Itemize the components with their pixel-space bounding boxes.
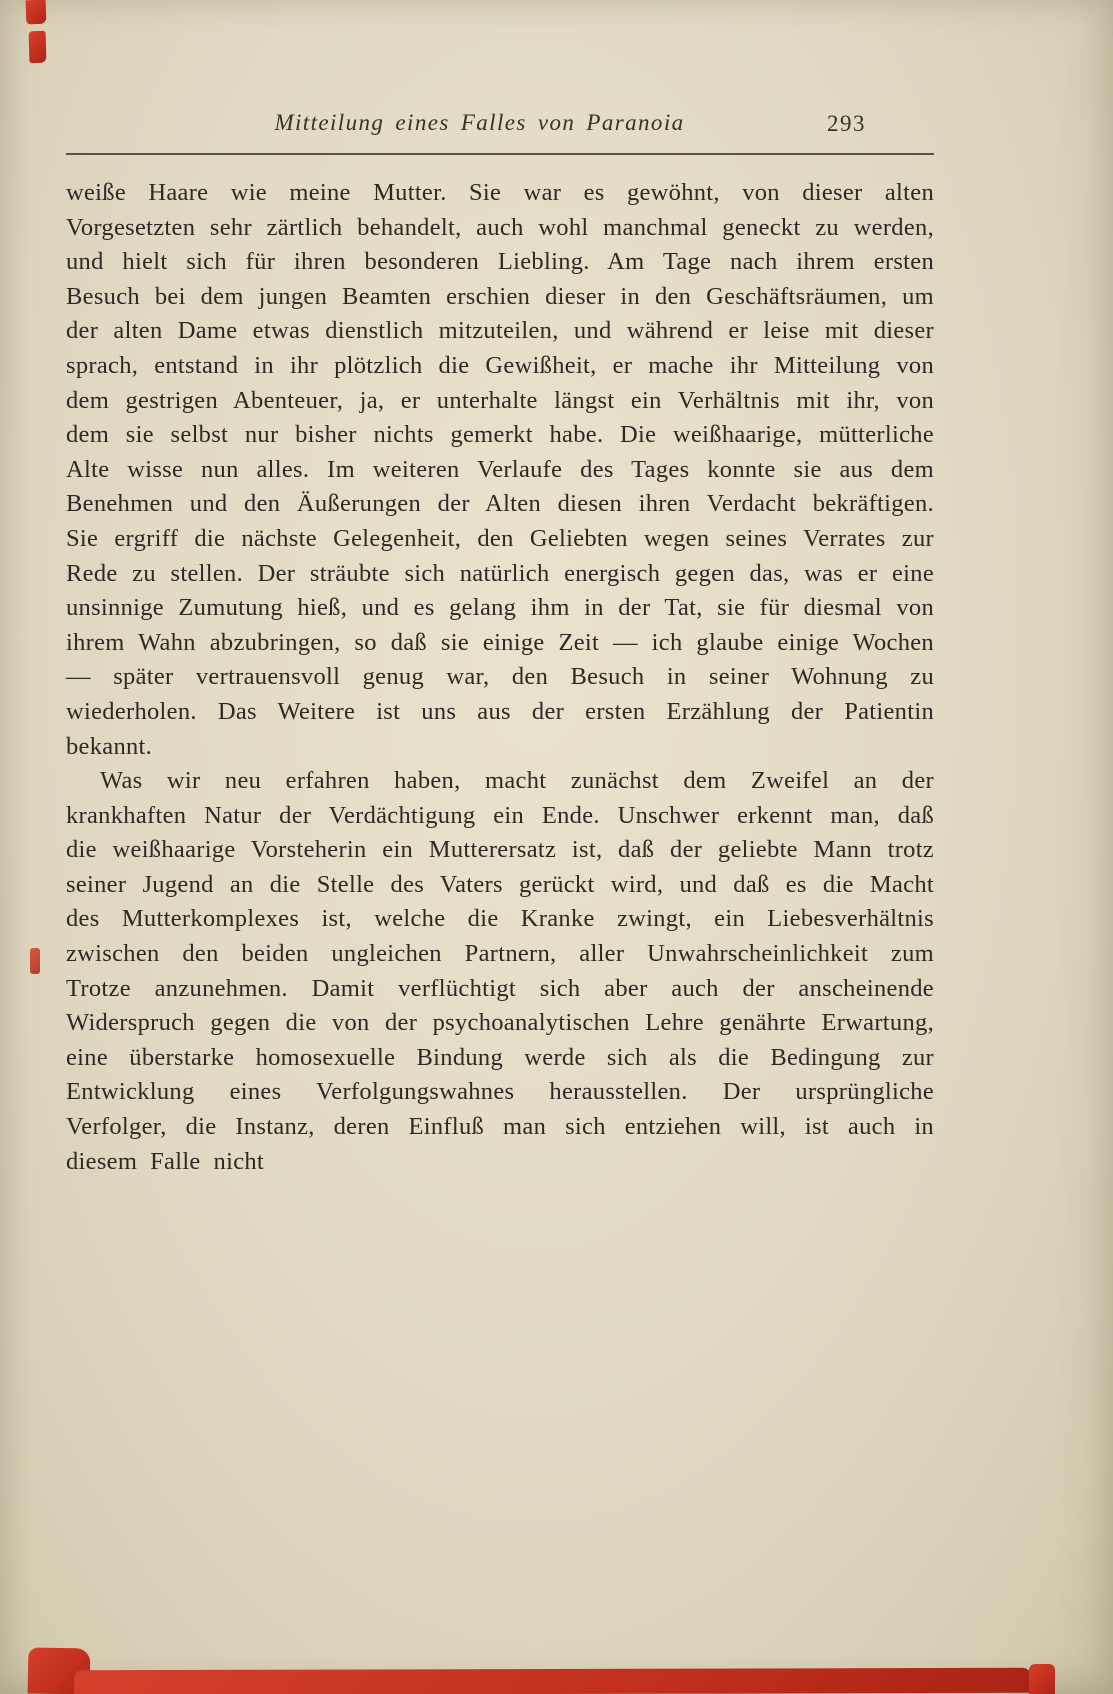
type-area	[66, 110, 934, 1179]
red-edge-stain-top-left-lower	[29, 31, 47, 63]
red-edge-stain-top-left-upper	[26, 0, 47, 24]
page-number: 293	[827, 111, 866, 136]
red-edge-stain-bottom-right	[1029, 1664, 1055, 1694]
body-text	[66, 176, 934, 1179]
paragraph-new: Was wir neu erfahren haben, macht zunächst dem Zweifel an der krankhaften Natur der Verdächtigung ein Ende. Unschwer erkennt man, daß die weißhaarige Vorsteherin ein Mutterersatz ist, daß der geliebte Mann trotz seiner Jugend an die Stelle des Vaters gerückt wird, und daß es die Macht des Mutterkomplexes ist, welche die Kranke zwingt, ein Liebesverhältnis zwischen den beiden ungleichen Partnern, aller Unwahrscheinlichkeit zum Trotze anzunehmen. Damit verflüchtigt sich aber auch der anscheinende Widerspruch gegen die von der psychoanalytischen Lehre genährte Erwartung, eine überstarke homosexuelle Bindung werde sich als die Bedingung zur Entwicklung eines Verfolgungswahnes herausstellen. Der ursprüngliche Verfolger, die Instanz, deren Einfluß man sich entziehen will, ist auch in diesem Falle nicht	[66, 767, 934, 1175]
page-header	[66, 110, 934, 146]
header-rule	[66, 153, 934, 155]
red-edge-stain-left-middle	[30, 948, 40, 974]
red-edge-stain-bottom-bar	[74, 1668, 1032, 1694]
running-title: Mitteilung eines Falles von Paranoia	[274, 110, 685, 135]
paragraph-continuation: weiße Haare wie meine Mutter. Sie war es gewöhnt, von dieser alten Vorgesetzten sehr zärtlich behandelt, auch wohl manchmal geneckt zu werden, und hielt sich für ihren besonderen Liebling. Am Tage nach ihrem ersten Besuch bei dem jungen Beamten erschien dieser in den Geschäftsräumen, um der alten Dame etwas dienstlich mitzuteilen, und während er leise mit dieser sprach, entstand in ihr plötzlich die Gewißheit, er mache ihr Mitteilung von dem gestrigen Abenteuer, ja, er unterhalte längst ein Verhältnis mit ihr, von dem sie selbst nur bisher nichts gemerkt habe. Die weißhaarige, mütterliche Alte wisse nun alles. Im weiteren Verlaufe des Tages konnte sie aus dem Benehmen und den Äußerungen der Alten diesen ihren Verdacht bekräftigen. Sie ergriff die nächste Gelegenheit, den Geliebten wegen seines Verrates zur Rede zu stellen. Der sträubte sich natürlich energisch gegen das, was er eine unsinnige Zumutung hieß, und es gelang ihm in der Tat, sie für diesmal von ihrem Wahn abzubringen, so daß sie einige Zeit — ich glaube einige Wochen — später vertrauensvoll genug war, den Besuch in seiner Wohnung zu wiederholen. Das Weitere ist uns aus der ersten Erzählung der Patientin bekannt.	[66, 179, 934, 760]
